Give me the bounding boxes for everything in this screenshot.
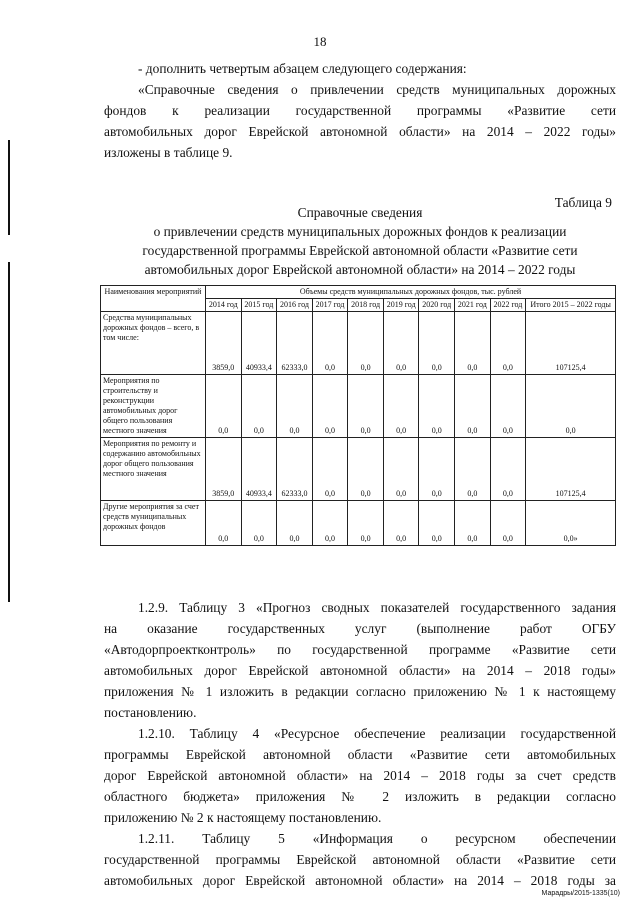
table-row bbox=[101, 501, 616, 546]
table-cell: 62333,0 bbox=[277, 438, 313, 501]
paragraph-1-2-11 bbox=[104, 828, 616, 891]
table-cell: 0,0 bbox=[348, 501, 384, 546]
group-header: Объемы средств муниципальных дорожных фондов, тыс. рублей bbox=[206, 286, 616, 299]
text-line: автомобильных дорог Еврейской автономной области» на 2014 – 2018 годы» bbox=[104, 663, 616, 678]
table-cell: 0,0 bbox=[312, 501, 348, 546]
table-cell: 0,0 bbox=[455, 375, 491, 438]
page-number: 18 bbox=[313, 34, 327, 49]
table-title-line: Справочные сведения bbox=[297, 205, 423, 220]
text-line: автомобильных дорог Еврейской автономной области» на 2014 – 2018 годы за bbox=[104, 873, 616, 888]
intro-paragraph-1 bbox=[104, 58, 616, 79]
table-cell: 0,0 bbox=[490, 375, 526, 438]
text-line: 1.2.11. Таблицу 5 «Информация о ресурсном обеспечении bbox=[138, 831, 616, 846]
row-name: Мероприятия по строительству и реконструкции автомобильных дорог общего пользования местного значения bbox=[101, 375, 206, 438]
scan-margin-mark bbox=[8, 140, 10, 235]
table-cell: 0,0 bbox=[312, 375, 348, 438]
table-cell: 0,0 bbox=[383, 375, 419, 438]
text-line: «Автодорпроектконтроль» по государственной программе «Развитие сети bbox=[104, 642, 616, 657]
text-line: фондов к реализации государственной программы «Развитие сети bbox=[104, 103, 616, 118]
table-label: Таблица 9 bbox=[554, 195, 612, 210]
funding-table bbox=[100, 285, 616, 546]
table-cell: 0,0 bbox=[455, 312, 491, 375]
table-cell: 62333,0 bbox=[277, 312, 313, 375]
table-row bbox=[101, 438, 616, 501]
text-line: государственной программы Еврейской автономной области «Развитие сети bbox=[104, 852, 616, 867]
year-header: 2022 год bbox=[490, 299, 526, 312]
row-name: Другие мероприятия за счет средств муниципальных дорожных фондов bbox=[101, 501, 206, 546]
table-cell: 0,0 bbox=[348, 375, 384, 438]
table-cell: 0,0 bbox=[277, 375, 313, 438]
table-cell: 0,0 bbox=[312, 312, 348, 375]
table-title bbox=[104, 203, 616, 279]
row-name: Средства муниципальных дорожных фондов – всего, в том числе: bbox=[101, 312, 206, 375]
text-line: 1.2.9. Таблицу 3 «Прогноз сводных показателей государственного задания bbox=[138, 600, 616, 615]
year-header: 2021 год bbox=[455, 299, 491, 312]
table-cell: 0,0 bbox=[383, 312, 419, 375]
row-name: Мероприятия по ремонту и содержанию автомобильных дорог общего пользования местного значения bbox=[101, 438, 206, 501]
year-header: 2016 год bbox=[277, 299, 313, 312]
paragraph-1-2-10 bbox=[104, 723, 616, 828]
text-line: дорог Еврейской автономной области» на 2014 – 2018 годы за счет средств bbox=[104, 768, 616, 783]
table-cell: 0,0 bbox=[348, 438, 384, 501]
table-cell: 40933,4 bbox=[241, 312, 277, 375]
table-row bbox=[101, 312, 616, 375]
table-cell: 0,0 bbox=[490, 501, 526, 546]
text-line: изложены в таблице 9. bbox=[104, 145, 233, 160]
text-line: областного бюджета» приложения № 2 изложить в редакции согласно bbox=[104, 789, 616, 804]
table-cell: 0,0 bbox=[526, 375, 616, 438]
text-line: постановлению. bbox=[104, 705, 197, 720]
table-cell: 0,0 bbox=[419, 501, 455, 546]
table-cell: 0,0 bbox=[206, 375, 242, 438]
table-cell: 0,0 bbox=[348, 312, 384, 375]
table-cell: 3859,0 bbox=[206, 438, 242, 501]
total-header: Итого 2015 – 2022 годы bbox=[526, 299, 616, 312]
name-column-header: Наименования мероприятий bbox=[101, 286, 206, 312]
table-cell: 0,0 bbox=[490, 438, 526, 501]
table-cell: 0,0 bbox=[419, 312, 455, 375]
table-cell: 0,0 bbox=[241, 375, 277, 438]
table-cell: 0,0 bbox=[419, 438, 455, 501]
table-cell: 0,0 bbox=[383, 501, 419, 546]
table-cell: 0,0 bbox=[455, 438, 491, 501]
text-line: приложения № 1 изложить в редакции согласно приложению № 1 к настоящему bbox=[104, 684, 616, 699]
text-line: автомобильных дорог Еврейской автономной области» на 2014 – 2022 годы» bbox=[104, 124, 616, 139]
year-header: 2020 год bbox=[419, 299, 455, 312]
table-cell: 0,0 bbox=[277, 501, 313, 546]
text-line: приложению № 2 к настоящему постановлению. bbox=[104, 810, 382, 825]
year-header: 2017 год bbox=[312, 299, 348, 312]
text-line: программы Еврейской автономной области «Развитие сети автомобильных bbox=[104, 747, 616, 762]
table-cell: 3859,0 bbox=[206, 312, 242, 375]
table-title-line: автомобильных дорог Еврейской автономной области» на 2014 – 2022 годы bbox=[144, 262, 576, 277]
table-cell: 0,0 bbox=[383, 438, 419, 501]
year-header: 2015 год bbox=[241, 299, 277, 312]
table-cell: 0,0» bbox=[526, 501, 616, 546]
table-cell: 0,0 bbox=[490, 312, 526, 375]
year-header: 2014 год bbox=[206, 299, 242, 312]
table-cell: 0,0 bbox=[455, 501, 491, 546]
table-cell: 0,0 bbox=[241, 501, 277, 546]
text-line: «Справочные сведения о привлечении средств муниципальных дорожных bbox=[138, 82, 616, 97]
table-cell: 0,0 bbox=[206, 501, 242, 546]
table-cell: 107125,4 bbox=[526, 438, 616, 501]
table-cell: 0,0 bbox=[312, 438, 348, 501]
year-header: 2019 год bbox=[383, 299, 419, 312]
document-code: Марадры/2015-1335(10) bbox=[541, 890, 620, 897]
table-cell: 40933,4 bbox=[241, 438, 277, 501]
table-title-line: о привлечении средств муниципальных дорожных фондов к реализации bbox=[153, 224, 567, 239]
scan-margin-mark bbox=[8, 262, 10, 602]
intro-paragraph-2 bbox=[104, 79, 616, 163]
paragraph-1-2-9 bbox=[104, 597, 616, 723]
year-header: 2018 год bbox=[348, 299, 384, 312]
text-line: на оказание государственных услуг (выполнение работ ОГБУ bbox=[104, 621, 616, 636]
table-cell: 107125,4 bbox=[526, 312, 616, 375]
table-row bbox=[101, 375, 616, 438]
text-line: 1.2.10. Таблицу 4 «Ресурсное обеспечение реализации государственной bbox=[138, 726, 616, 741]
table-title-line: государственной программы Еврейской автономной области «Развитие сети bbox=[142, 243, 578, 258]
text-line: - дополнить четвертым абзацем следующего содержания: bbox=[138, 61, 467, 76]
table-cell: 0,0 bbox=[419, 375, 455, 438]
